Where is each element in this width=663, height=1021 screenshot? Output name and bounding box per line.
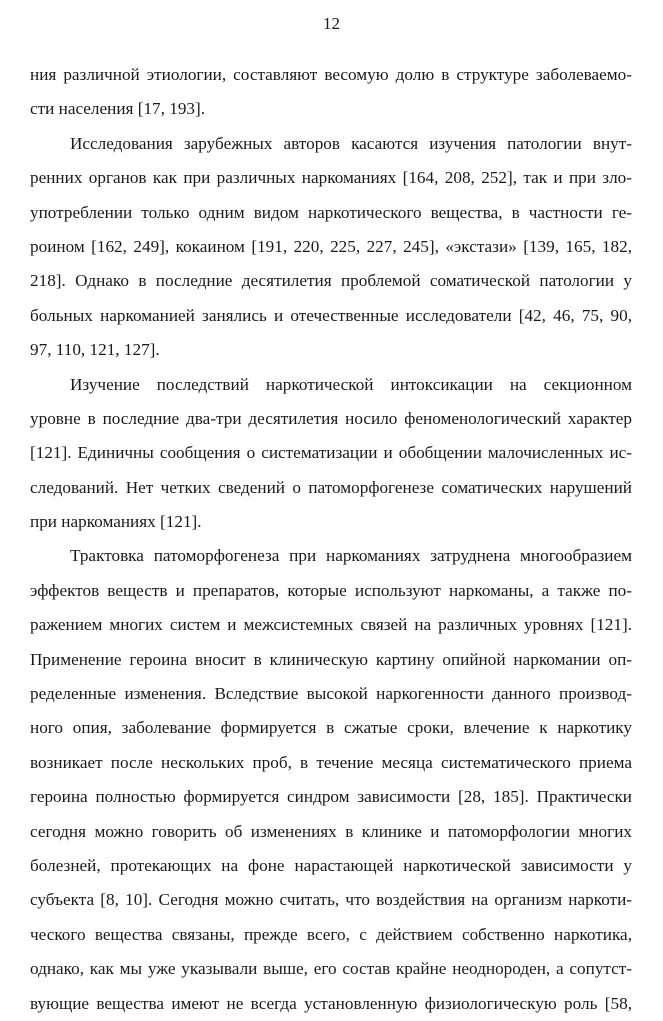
text-line: Исследования зарубежных авторов касаются изучения патологии внут-: [70, 133, 632, 153]
text-line: 218]. Однако в последние десятилетия проблемой соматической патологии у: [30, 271, 632, 291]
text-line: ния различной этиологии, составляют весомую долю в структуре заболеваемо-: [30, 65, 632, 84]
text-line: при наркоманиях [121].: [30, 512, 202, 532]
body-text: [30, 58, 632, 1021]
text-line: сти населения [17, 193].: [30, 99, 206, 119]
text-line: роином [162, 249], кокаином [191, 220, 225, 227, 245], «экстази» [139, 165, 182,: [30, 236, 632, 256]
page-number: 12: [323, 14, 340, 33]
text-line: возникает после нескольких проб, в течение месяца систематического приема: [30, 752, 632, 772]
text-line: следований. Нет четких сведений о патоморфогенезе соматических нарушений: [30, 477, 632, 497]
text-line: ческого вещества связаны, прежде всего, с действием собственно наркотика,: [30, 924, 632, 944]
text-line: болезней, протекающих на фоне нарастающей наркотической зависимости у: [30, 855, 632, 875]
text-line: ренних органов как при различных наркоманиях [164, 208, 252], так и при зло-: [30, 168, 632, 188]
text-line: Трактовка патоморфогенеза при наркоманиях затруднена многообразием: [70, 546, 632, 566]
text-line: субъекта [8, 10]. Сегодня можно считать, что воздействия на организм наркоти-: [30, 890, 632, 910]
text-line: уровне в последние два-три десятилетия носило феноменологический характер: [30, 408, 632, 428]
text-line: [121]. Единичны сообщения о систематизации и обобщении малочисленных ис-: [30, 443, 632, 463]
text-line: Изучение последствий наркотической интоксикации на секционном: [70, 374, 632, 394]
text-line: ределенные изменения. Вследствие высокой наркогенности данного производ-: [30, 684, 632, 704]
text-line: эффектов веществ и препаратов, которые используют наркоманы, а также по-: [30, 580, 632, 600]
text-line: 97, 110, 121, 127].: [30, 340, 160, 360]
text-line: вующие вещества имеют не всегда установленную физиологическую роль [58,: [30, 993, 632, 1013]
text-line: ражением многих систем и межсистемных связей на различных уровнях [121].: [30, 615, 632, 635]
text-line: Применение героина вносит в клиническую картину опийной наркомании оп-: [30, 649, 632, 669]
text-line: героина полностью формируется синдром зависимости [28, 185]. Практически: [30, 787, 632, 807]
text-line: сегодня можно говорить об изменениях в клинике и патоморфологии многих: [30, 821, 632, 841]
text-line: однако, как мы уже указывали выше, его состав крайне неоднороден, а сопутст-: [30, 959, 632, 979]
text-line: употреблении только одним видом наркотического вещества, в частности ге-: [30, 202, 632, 222]
text-line: ного опия, заболевание формируется в сжатые сроки, влечение к наркотику: [30, 718, 632, 738]
text-line: больных наркоманией занялись и отечественные исследователи [42, 46, 75, 90,: [30, 305, 632, 325]
